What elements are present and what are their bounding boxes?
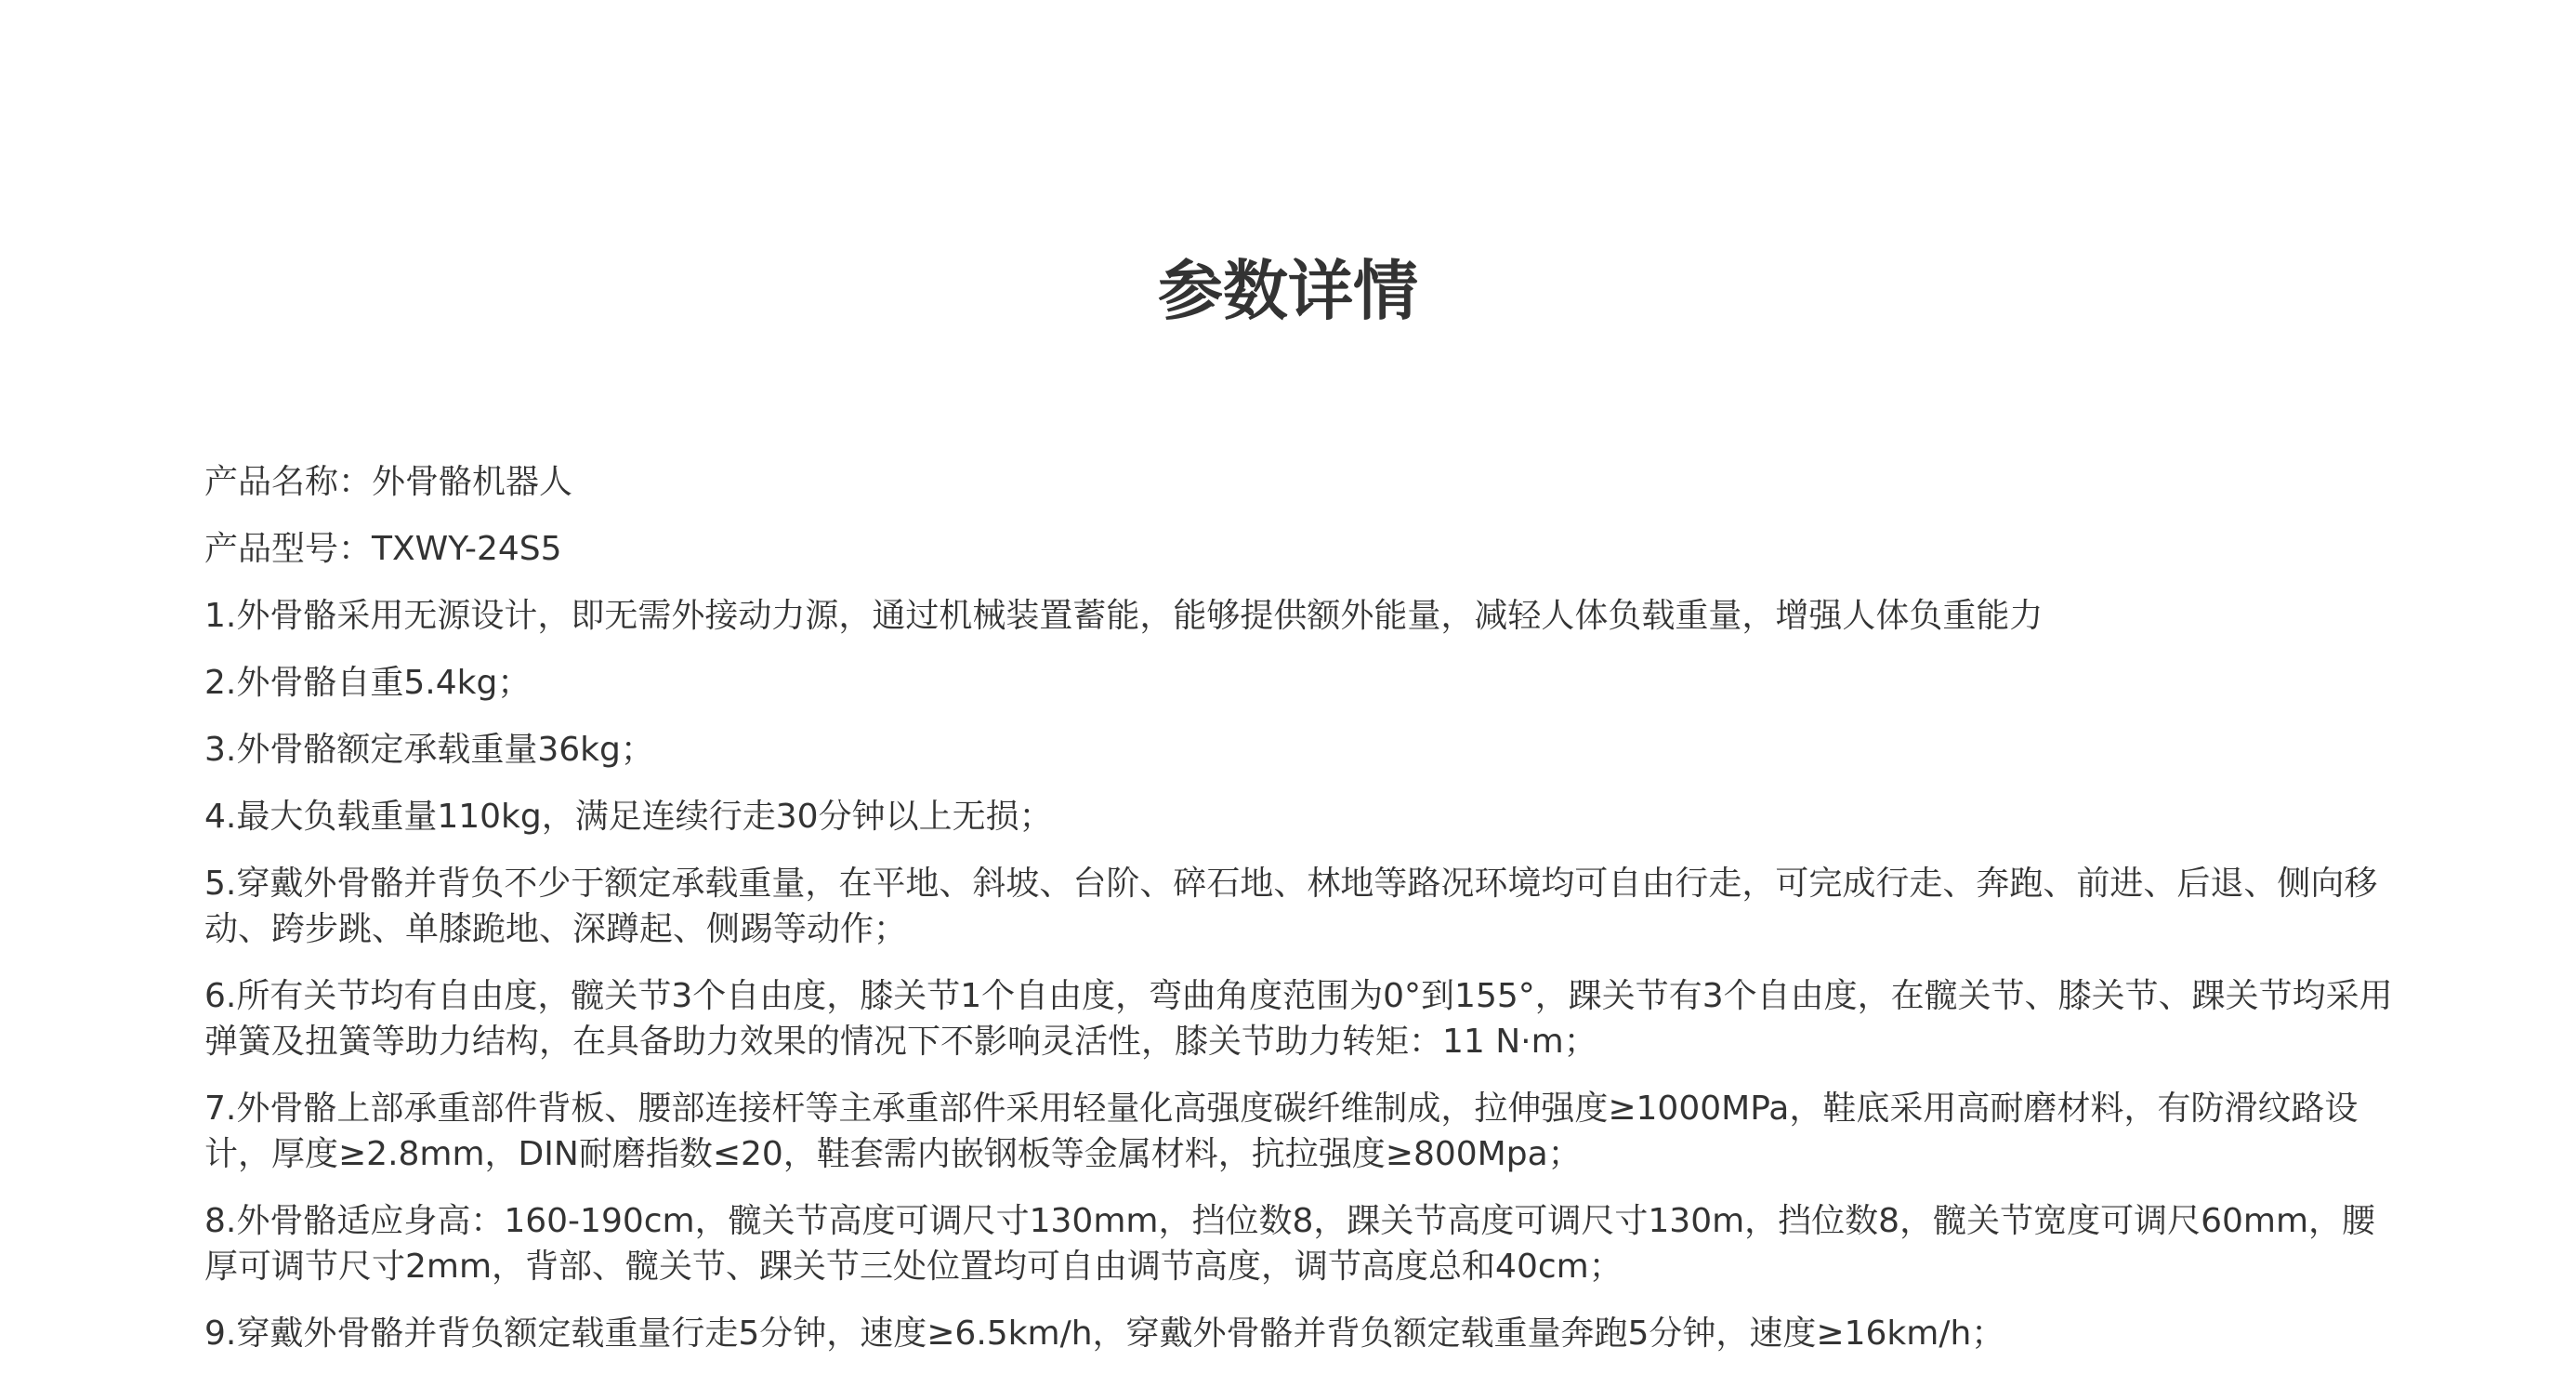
spec-item-7: 7.外骨骼上部承重部件背板、腰部连接杆等主承重部件采用轻量化高强度碳纤维制成，拉伸强度≥1000MPa，鞋底采用高耐磨材料，有防滑纹路设计，厚度≥2.8mm，DIN耐磨指数≤20，鞋套需内嵌钢板等金属材料，抗拉强度≥800Mpa；: [204, 1090, 2359, 1173]
spec-list: [204, 459, 2398, 1378]
spec-item-2: 2.外骨骼自重5.4kg；: [204, 664, 532, 702]
spec-item-5: 5.穿戴外骨骼并背负不少于额定承载重量，在平地、斜坡、台阶、碎石地、林地等路况环境均可自由行走，可完成行走、奔跑、前进、后退、侧向移动、跨步跳、单膝跪地、深蹲起、侧踢等动作；: [204, 865, 2378, 948]
spec-item-3: 3.外骨骼额定承载重量36kg；: [204, 731, 654, 769]
page-title: 参数详情: [1158, 253, 1418, 329]
product-name: 产品名称：外骨骼机器人: [204, 463, 573, 501]
spec-item-4: 4.最大负载重量110kg，满足连续行走30分钟以上无损；: [204, 798, 1053, 836]
spec-item-9: 9.穿戴外骨骼并背负额定载重量行走5分钟，速度≥6.5km/h，穿戴外骨骼并背负额定载重量奔跑5分钟，速度≥16km/h；: [204, 1314, 2005, 1353]
spec-item-6: 6.所有关节均有自由度，髋关节3个自由度，膝关节1个自由度，弯曲角度范围为0°到155°，踝关节有3个自由度，在髋关节、膝关节、踝关节均采用弹簧及扭簧等助力结构，在具备助力效果的情况下不影响灵活性，膝关节助力转矩：11 N·m；: [204, 977, 2393, 1061]
product-model: 产品型号：TXWY-24S5: [204, 530, 562, 568]
spec-item-8: 8.外骨骼适应身高：160-190cm，髋关节高度可调尺寸130mm，挡位数8，踝关节高度可调尺寸130m，挡位数8，髋关节宽度可调尺60mm，腰厚可调节尺寸2mm，背部、髋关节、踝关节三处位置均可自由调节高度，调节高度总和40cm；: [204, 1202, 2376, 1286]
spec-item-1: 1.外骨骼采用无源设计，即无需外接动力源，通过机械装置蓄能，能够提供额外能量，减轻人体负载重量，增强人体负重能力: [204, 597, 2044, 635]
